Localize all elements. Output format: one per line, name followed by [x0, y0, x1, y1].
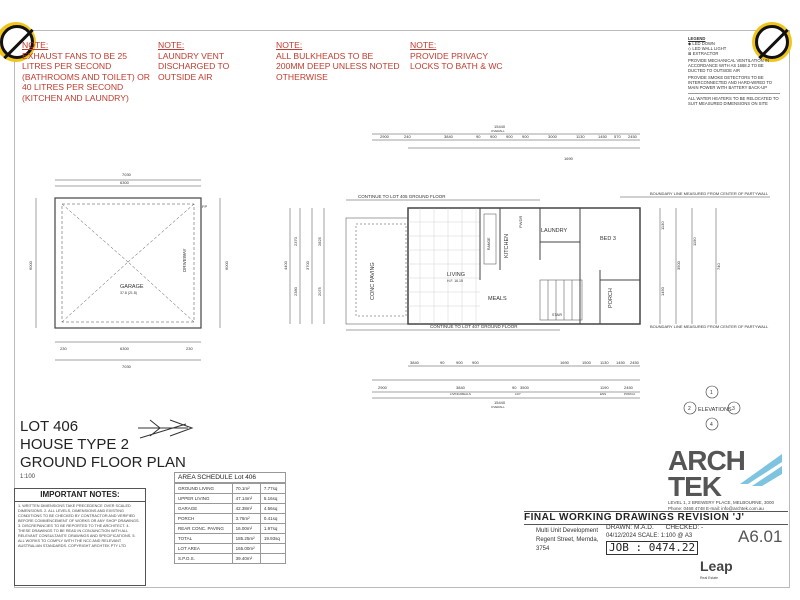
area-cell: 39.40m²	[232, 554, 260, 564]
drawn-label: DRAWN:	[606, 524, 633, 531]
dim-label: 7030	[122, 364, 131, 369]
dim-label: 6300	[120, 180, 129, 185]
dim-label: 6000	[28, 261, 33, 270]
dim-label: 900	[456, 360, 463, 365]
conc-paving-area	[346, 218, 408, 324]
area-cell: 47.14m²	[232, 494, 260, 504]
dim-label: 2370	[293, 237, 298, 246]
area-cell: 5.16sq	[260, 494, 285, 504]
boundary-label: BOUNDARY LINE MEASURED FROM CENTER OF PARTYWALL	[650, 324, 769, 329]
area-cell: 3.76m²	[232, 514, 260, 524]
dim-label: 3840	[456, 385, 465, 390]
legend-item-label: LED DOWN	[692, 41, 715, 46]
project-line: Regent Street, Mernda,	[536, 537, 599, 543]
dim-label: LDY	[515, 392, 521, 396]
area-cell	[260, 554, 285, 564]
legend-footnote: ALL WATER HEATERS TO BE RELOCATED TO SUIT MEASURED DIMENSIONS ON SITE	[688, 93, 780, 106]
note-heading: NOTE:	[22, 40, 49, 50]
area-cell: TOTAL	[175, 534, 233, 544]
date-info	[606, 533, 692, 539]
scale-label: SCALE:	[637, 533, 660, 539]
dim-label: 1130	[660, 221, 665, 230]
boundary-label: BOUNDARY LINE MEASURED FROM CENTER OF PARTYWALL	[650, 191, 769, 196]
dim-label: 1450	[616, 360, 625, 365]
elevations-label: ELEVATIONS	[698, 407, 732, 413]
dim-label: 900	[490, 134, 497, 139]
area-cell: GARAGE	[175, 504, 233, 514]
area-cell: UPPER LIVING	[175, 494, 233, 504]
room-label-meals: MEALS	[488, 296, 507, 302]
room-sub-living: H.F. 16.15	[447, 279, 463, 283]
dim-label: 3500	[676, 261, 681, 270]
dim-label: 1190	[692, 237, 697, 246]
dim-label: 90	[440, 360, 445, 365]
legend-item-label: EXTRACTOR	[692, 51, 719, 56]
dim-label: 90	[512, 385, 517, 390]
legend-item: ◆ LED DOWN	[688, 41, 715, 46]
dim-label: 1450	[598, 134, 607, 139]
legend-item: ◇ LED WALL LIGHT	[688, 46, 727, 51]
room-label-porch: PORCH	[608, 288, 614, 308]
dim-label: 1190	[600, 385, 609, 390]
elevation-mark: 2	[688, 406, 691, 412]
room-label-range: RANGE	[487, 237, 491, 250]
dim-label: 900	[472, 360, 479, 365]
note-text: EXHAUST FANS TO BE 25 LITRES PER SECOND (BATHROOMS AND TOILET) OR 40 LITRES PER SECOND (KITCHEN AND LAUNDRY)	[22, 50, 150, 103]
dim-overall-sub: OVERALL	[491, 129, 505, 133]
dim-overall: 15440	[494, 400, 506, 405]
drawn-value: M.A.D.	[633, 524, 654, 531]
dim-label: 3500	[520, 385, 529, 390]
important-notes-box	[14, 488, 146, 586]
legend-note: PROVIDE SMOKE DETECTORS TO BE INTERCONNECTED AND HARD-WIRED TO MAIN POWER WITH BATTERY BACK-UP	[688, 75, 773, 90]
driveway-area	[356, 224, 406, 316]
area-cell: 7.77sq	[260, 484, 285, 494]
dim-label: 3840	[444, 134, 453, 139]
important-notes-heading: IMPORTANT NOTES:	[15, 489, 145, 502]
area-cell: 19.93sq	[260, 534, 285, 544]
elevation-mark: 3	[732, 406, 735, 412]
continue-bottom-label: CONTINUE TO LOT 407 GROUND FLOOR	[430, 324, 518, 329]
dim-label: 570	[614, 134, 621, 139]
dim-label: 3840	[410, 360, 419, 365]
job-number: JOB : 0474.22	[606, 541, 698, 555]
area-cell: S.P.O.S.	[175, 554, 233, 564]
room-label-conc-paving: CONC PAVING	[370, 262, 376, 300]
dim-label: 1130	[600, 360, 609, 365]
leap-name: Leap	[700, 558, 733, 574]
room-label-garage: GARAGE	[120, 284, 144, 290]
tag-fp: FP	[202, 204, 208, 209]
area-row	[175, 494, 286, 504]
area-cell: GROUND LIVING	[175, 484, 233, 494]
elevation-mark: 1	[710, 390, 713, 396]
dim-label: 900	[522, 134, 529, 139]
garage-hip-line	[62, 204, 128, 262]
dim-label: 2075	[317, 287, 322, 296]
checked-value: -	[701, 524, 704, 531]
dim-label: 1450	[660, 287, 665, 296]
revision-title: FINAL WORKING DRAWINGS REVISION 'J'	[524, 511, 788, 525]
dim-label: 1500	[582, 360, 591, 365]
house-outline	[408, 208, 640, 324]
area-cell: 4.56sq	[260, 504, 285, 514]
house-type: HOUSE TYPE 2	[20, 436, 129, 453]
dim-label: 4400	[283, 261, 288, 270]
checked-label: CHECKED:	[665, 524, 700, 531]
dim-label: 2450	[628, 134, 637, 139]
dim-label: 6300	[120, 346, 129, 351]
project-line: 3754	[536, 546, 550, 552]
dim-label: 2900	[380, 134, 389, 139]
dim-label: PORCH	[624, 392, 635, 396]
dim-label: 3700	[305, 261, 310, 270]
area-cell: LOT AREA	[175, 544, 233, 554]
drawing-title	[20, 418, 186, 472]
room-label-stair: STAIR	[552, 313, 563, 317]
logo-top: ARCH	[668, 445, 745, 476]
room-label-driveway: DRIVEWAY	[182, 248, 187, 272]
dim-label: 90	[476, 134, 481, 139]
area-row	[175, 504, 286, 514]
area-row	[175, 524, 286, 534]
leap-sub: Real Estate	[700, 576, 719, 580]
area-cell: 16.00m²	[232, 524, 260, 534]
garage-hip-line	[62, 262, 128, 322]
drawn-info	[606, 524, 703, 531]
area-row	[175, 534, 286, 544]
dim-label: 240	[404, 134, 411, 139]
dim-overall: 15440	[494, 124, 506, 129]
scale-value: 1:100 @ A3	[660, 533, 693, 539]
dim-label: 3000	[548, 134, 557, 139]
logo-bottom: TEK	[668, 471, 721, 502]
note-text: PROVIDE PRIVACY LOCKS TO BATH & WC	[410, 50, 503, 71]
logo-mark-icon	[738, 448, 784, 488]
dim-label: ENS	[600, 392, 607, 396]
project-info	[536, 527, 598, 554]
dim-overall-sub: OVERALL	[491, 405, 505, 409]
area-cell: 0.41sq	[260, 514, 285, 524]
area-cell	[260, 544, 285, 554]
area-cell: 1.97sq	[260, 524, 285, 534]
plan-title: GROUND FLOOR PLAN	[20, 454, 186, 471]
elevation-mark: 4	[710, 422, 713, 428]
dim-label: 230	[60, 346, 67, 351]
plan-scale: 1:100	[20, 474, 36, 480]
firm-contact: Phone: 0468 4748 E-mail: info@archtek.com.au	[668, 506, 764, 511]
firm-address: LEVEL 1, 2 BREWERY PLACE, MELBOURNE, 3000	[668, 500, 774, 505]
area-cell: 165.00m²	[232, 544, 260, 554]
dim-label: 1690	[560, 360, 569, 365]
dim-label: 230	[186, 346, 193, 351]
firm-logo	[668, 445, 788, 502]
dim-label: 2900	[378, 385, 387, 390]
room-label-laundry: LAUNDRY	[541, 228, 568, 234]
note-heading: NOTE:	[410, 40, 437, 50]
area-cell: REAR CONC. PAVING	[175, 524, 233, 534]
note-text: ALL BULKHEADS TO BE 200MM DEEP UNLESS NOTED OTHERWISE	[276, 50, 400, 82]
dim-label: 2450	[624, 385, 633, 390]
dim-label: 900	[506, 134, 513, 139]
leap-logo	[700, 558, 733, 580]
area-table	[174, 483, 286, 564]
area-cell: 42.38m²	[232, 504, 260, 514]
project-line: Multi Unit Development	[536, 528, 599, 534]
dim-label: 740	[716, 263, 721, 270]
area-row	[175, 514, 286, 524]
legend-note: PROVIDE MECHANICAL VENTILATION IN ACCORDANCE WITH AS 1668.2 TO BE DUCTED TO OUTSIDE AIR	[688, 58, 769, 73]
dim-label: 1690	[564, 156, 573, 161]
area-row	[175, 484, 286, 494]
legend-item-label: LED WALL LIGHT	[692, 46, 727, 51]
dim-label: 1130	[576, 134, 585, 139]
dim-label: 6000	[224, 261, 229, 270]
room-sub-garage: 37.8 (21.8)	[120, 291, 137, 295]
area-row	[175, 544, 286, 554]
dim-label: 7030	[122, 172, 131, 177]
note-text: LAUNDRY VENT DISCHARGED TO OUTSIDE AIR	[158, 50, 230, 82]
dim-label: 2380	[293, 287, 298, 296]
important-notes-body: 1. WRITTEN DIMENSIONS TAKE PRECEDENCE OVER SCALED DIMENSIONS. 2. ALL LEVELS, DIMENSIONS AND EXISTING CONDITIONS TO BE CHECKED BY CONTRACTOR AND VERIFIED BEFORE COMMENCEMENT OF WORKS OR ANY SHOP DRAWINGS. 3. DISCREPANCIES TO BE REPORTED TO THE ARCHITECT. 4. THESE DRAWINGS TO BE READ IN CONJUNCTION WITH ALL RELEVANT CONSULTANTS' DRAWINGS AND SPECIFICATIONS. 5. ALL WORKS TO COMPLY WITH THE NCC AND RELEVANT AUSTRALIAN STANDARDS. COPYRIGHT ARCHTEK PTY LTD	[18, 504, 140, 548]
lot-title: LOT 406	[20, 418, 79, 435]
dim-label: 2825	[317, 237, 322, 246]
note-heading: NOTE:	[276, 40, 303, 50]
area-cell: PORCH	[175, 514, 233, 524]
room-label-pwdr: PWDR	[518, 215, 523, 228]
area-cell: 70.1m²	[232, 484, 260, 494]
dim-label: LIVING/MEALS	[450, 392, 471, 396]
area-schedule	[174, 472, 286, 564]
area-schedule-heading: AREA SCHEDULE Lot 406	[174, 472, 286, 483]
note-heading: NOTE:	[158, 40, 185, 50]
dim-label: 2450	[630, 360, 639, 365]
room-label-living: LIVING	[447, 272, 466, 278]
room-label-bed3: BED 3	[600, 236, 616, 242]
legend-item: ⊠ EXTRACTOR	[688, 51, 719, 56]
area-cell: 185.25m²	[232, 534, 260, 544]
room-label-kitchen: KITCHEN	[504, 233, 510, 258]
legend-title: LEGEND	[688, 36, 706, 41]
sheet-number: A6.01	[738, 527, 783, 546]
area-row	[175, 554, 286, 564]
date-value: 04/12/2024	[606, 533, 637, 539]
continue-top-label: CONTINUE TO LOT 405 GROUND FLOOR	[358, 194, 446, 199]
